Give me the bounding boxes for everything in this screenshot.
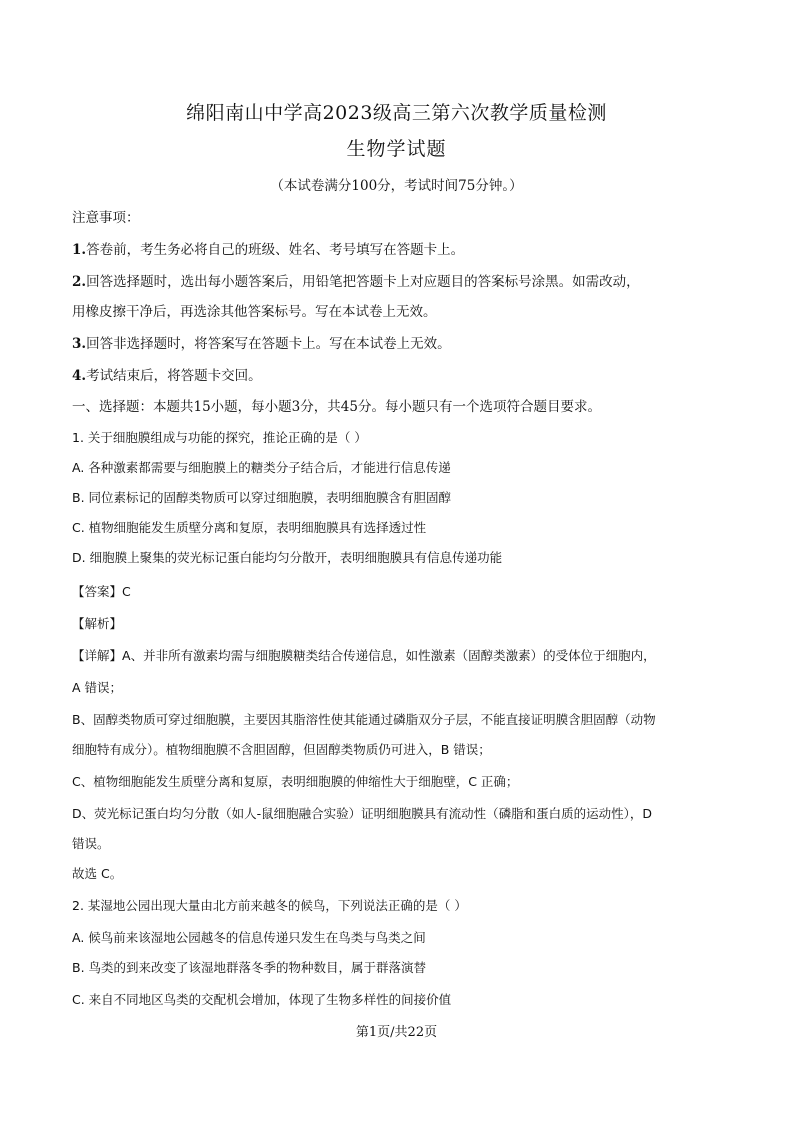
option-a: A. 各种激素都需要与细胞膜上的糖类分子结合后，才能进行信息传递 [72, 460, 451, 475]
explanation-line: A 错误； [72, 680, 123, 695]
explanation-line: D、荧光标记蛋白均匀分散（如人-鼠细胞融合实验）证明细胞膜具有流动性（磷脂和蛋白质的运动性），D [72, 806, 653, 821]
option-d: D. 细胞膜上聚集的荧光标记蛋白能均匀分散开，表明细胞膜具有信息传递功能 [72, 550, 503, 565]
explanation-line: 细胞特有成分）。植物细胞膜不含胆固醇，但固醇类物质仍可进入，B 错误； [72, 742, 491, 757]
notice-item-continuation: 用橡皮擦干净后，再选涂其他答案标号。写在本试卷上无效。 [72, 304, 437, 320]
notice-item-number: 3. [72, 336, 87, 352]
notice-item [72, 334, 733, 354]
notice-item-number: 2. [72, 274, 87, 290]
section-heading: 一、选择题：本题共15小题，每小题3分，共45分。每小题只有一个选项符合题目要求。 [72, 399, 601, 415]
notice-item-number: 1. [72, 242, 87, 258]
notice-item-text: 回答选择题时，选出每小题答案后，用铅笔把答题卡上对应题目的答案标号涂黑。如需改动， [86, 274, 640, 290]
analysis-label: 【解析】 [72, 616, 123, 631]
question-stem: 2. 某湿地公园出现大量由北方前来越冬的候鸟，下列说法正确的是（ ） [72, 898, 467, 913]
option-c: C. 植物细胞能发生质壁分离和复原，表明细胞膜具有选择透过性 [72, 520, 427, 535]
exam-title: 绵阳南山中学高2023级高三第六次教学质量检测 [186, 102, 607, 124]
answer-row [72, 582, 733, 602]
notice-item-text: 考试结束后，将答题卡交回。 [86, 368, 262, 384]
explanation-line: B、固醇类物质可穿过细胞膜，主要因其脂溶性使其能通过磷脂双分子层，不能直接证明膜含胆固醇（动物 [72, 712, 656, 727]
notice-item-text: 回答非选择题时，将答案写在答题卡上。写在本试卷上无效。 [86, 336, 451, 352]
notice-item-text: 答卷前，考生务必将自己的班级、姓名、考号填写在答题卡上。 [86, 242, 465, 258]
exam-info: （本试卷满分100分，考试时间75分钟。） [270, 178, 523, 194]
explanation-text: A、并非所有激素均需与细胞膜糖类结合传递信息，如性激素（固醇类激素）的受体位于细胞内， [122, 648, 656, 663]
option-b: B. 同位素标记的固醇类物质可以穿过细胞膜，表明细胞膜含有胆固醇 [72, 490, 452, 505]
notice-item [72, 366, 733, 386]
explanation-line [72, 646, 733, 666]
option-a: A. 候鸟前来该湿地公园越冬的信息传递只发生在鸟类与鸟类之间 [72, 930, 426, 945]
notice-item-number: 4. [72, 368, 87, 384]
explanation-line: C、植物细胞能发生质壁分离和复原，表明细胞膜的伸缩性大于细胞壁，C 正确； [72, 774, 519, 789]
question-stem: 1. 关于细胞膜组成与功能的探究，推论正确的是（ ） [72, 430, 367, 445]
notice-item [72, 272, 733, 292]
notice-heading: 注意事项： [72, 210, 140, 226]
answer-label: 【答案】 [72, 584, 123, 599]
answer-value: C [122, 584, 131, 599]
explanation-line: 故选 C。 [72, 866, 123, 881]
page-number: 第1页/共22页 [355, 1025, 438, 1040]
detail-label: 【详解】 [72, 648, 123, 663]
subject-title: 生物学试题 [346, 138, 447, 160]
notice-item [72, 240, 733, 260]
option-b: B. 鸟类的到来改变了该湿地群落冬季的物种数目，属于群落演替 [72, 960, 427, 975]
explanation-line: 错误。 [72, 836, 110, 851]
option-c: C. 来自不同地区鸟类的交配机会增加，体现了生物多样性的间接价值 [72, 992, 452, 1007]
